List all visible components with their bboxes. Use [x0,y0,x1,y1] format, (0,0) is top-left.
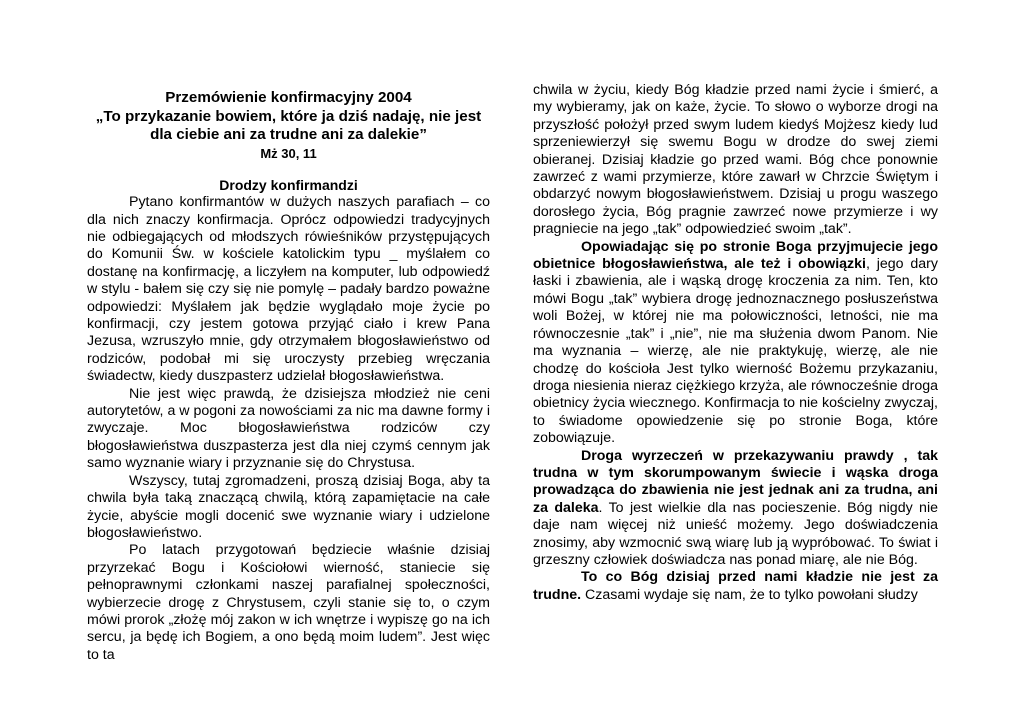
paragraph-text: , jego dary łaski i zbawienia, ale i wąską drogę kroczenia za nim. Ten, kto mówi Bogu „tak” wybiera drogę jednoznacznego posłuszeństwa woli Bożej, w której nie ma połowiczności, letności, nie ma równoczesnie „tak” i „nie”, nie ma służenia dwom Panom. Nie ma wyznania – wierzę, ale nie praktykuję, wierzę, ale nie chodzę do kościoła Jest tylko wierność Bożemu przykazaniu, droga niesienia nieraz ciężkiego krzyża, ale równocześnie droga obietnicy życia wiecznego. Konfirmacja to nie kościelny zwyczaj, to świadome opowiedzenie się po stronie Boga, które zobowiązuje. [533,256,939,447]
scripture-reference: Mż 30, 11 [260,145,317,161]
bold-phrase: To co Bóg dzisiaj przed nami kładzie nie jest za trudne. [533,569,938,603]
paragraph-text: Czasami wydaje się nam, że to tylko powołani słudzy [581,586,918,603]
paragraph-text: . To jest wielkie dla nas pocieszenie. Bóg nigdy nie daje nam więcej niż unieść możemy. Jego doświadczenia znosimy, aby wzmocnić swą wiarę lub ją wypróbować. To świat i grzeszny człowiek doświadcza nas ponad miarę, ale nie Bóg. [533,499,938,568]
paragraph [533,239,938,448]
paragraph: Nie jest więc prawdą, że dzisiejsza młodzież nie ceni autorytetów, a w pogoni za nowościami za nic ma dawne formy i zwyczaje. Moc błogosławieństwa rodziców czy błogosławieństwa duszpasterza jest dla niej czymś cennym jak samo wyznanie wiary i przyznanie się do Chrystusa. [87,385,490,472]
right-column [533,82,938,604]
paragraph: chwila w życiu, kiedy Bóg kładzie przed nami życie i śmierć, a my wybieramy, jak on każe, życie. To słowo o wyborze drogi na przyszłość położył przed swym ludem kiedyś Mojżesz kiedy lud sprzeniewierzył się swemu Bogu w drodze do swej ziemi obieranej. Dzisiaj kładzie go przed wami. Bóg chce ponownie zawrzeć z wami przymierze, które zawarł w Chrzcie Świętym i obdarzyć nowym błogosławieństwem. Dzisiaj u progu waszego dorosłego życia, Bóg pragnie zawrzeć nowe przymierze i wy pragniecie na jego „tak” odpowiedzieć swoim „tak”. [533,82,938,238]
left-column [87,89,490,664]
bold-phrase: Droga wyrzeczeń w przekazywaniu prawdy , tak trudna w tym skorumpowanym świecie i wąska droga prowadząca do zbawienia nie jest jednak ani za trudna, ani za daleka [533,447,938,516]
greeting: Drodzy konfirmandzi [219,176,358,193]
document-subtitle: „To przykazanie bowiem, które ja dziś nadaję, nie jest dla ciebie ani za trudne ani za dalekie” [95,107,482,144]
paragraph [533,569,938,604]
bold-phrase: Opowiadając się po stronie Boga przyjmujecie jego obietnice błogosławieństwa, ale też i obowiązki [533,238,938,273]
paragraph: Po latach przygotowań będziecie właśnie dzisiaj przyrzekać Bogu i Kościołowi wierność, staniecie się pełnoprawnymi członkami naszej parafialnej społeczności, wybierzecie drogę z Chrystusem, czyli stanie się to, o czym mówi prorok „złożę mój zakon w ich wnętrze i wypiszę go na ich sercu, ja będę ich Bogiem, a ono będą moim ludem”. Jest więc to ta [87,542,490,663]
title-block [87,89,490,163]
paragraph: Wszyscy, tutaj zgromadzeni, proszą dzisiaj Boga, aby ta chwila była taką znaczącą chwilą, którą zapamiętacie na całe życie, abyście mogli docenić swe wyznanie wiary i udzielone błogosławieństwo. [87,472,490,541]
paragraph [533,448,938,570]
paragraph: Pytano konfirmantów w dużych naszych parafiach – co dla nich znaczy konfirmacja. Oprócz odpowiedzi tradycyjnych nie odbiegających od młodszych rówieśników przystępujących do Komunii Św. w kościele katolickim typu _ myślałem co dostanę na konfirmację, a liczyłem na komputer, lub odpowiedź w stylu - bałem się czy się nie pomylę – padały bardzo poważne odpowiedzi: Myślałem jak będzie wyglądało moje życie po konfirmacji, czy jestem gotowa przyjąć ciało i krew Pana Jezusa, wzruszyło mnie, gdy otrzymałem błogosławieństwo od rodziców, podobał mi się uroczysty przebieg wręczania świadectw, kiedy duszpasterz udzielał błogosławieństwa. [87,194,490,385]
document-title: Przemówienie konfirmacyjny 2004 [165,89,412,106]
